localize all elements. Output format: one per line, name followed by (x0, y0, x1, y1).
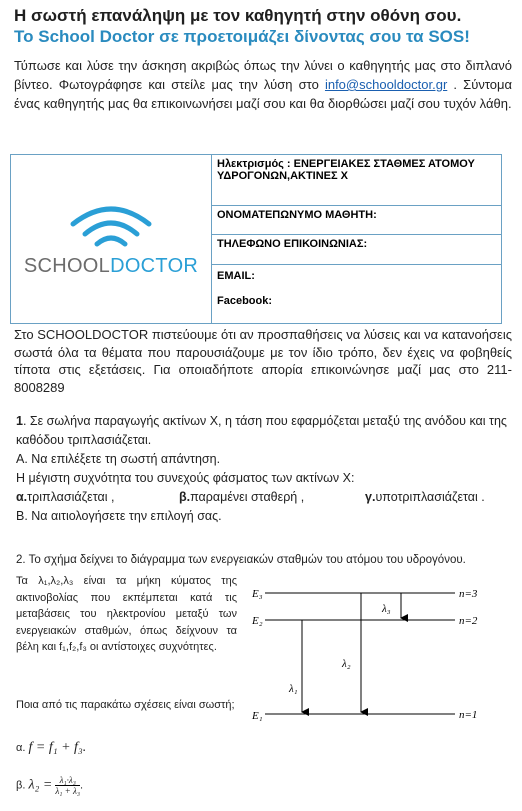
q2-option-b-fraction: $\frac{\text{λ₁·λ₃}}{\text{λ₁ + λ₃}}$ (55, 775, 81, 796)
q2-question: Ποια από τις παρακάτω σχέσεις είναι σωστή; (16, 699, 235, 711)
q1-part-b: Β. Να αιτιολογήσετε την επιλογή σας. (16, 509, 222, 523)
q1-option-b: β.παραμένει σταθερή , (179, 490, 305, 504)
label-n3: n=3 (459, 588, 478, 600)
question-1 (16, 412, 512, 526)
label-e1: E₁ (252, 710, 263, 722)
page-title: Η σωστή επανάληψη με τον καθηγητή στην οθόνη σου. (14, 6, 462, 25)
intro-text-2: . Σύντομα ένας καθηγητής μας θα επικοινωνήσει μαζί σου και θα διορθώσει μαζί σου τυχόν λάθη. (14, 77, 513, 111)
intro-paragraph (14, 56, 512, 113)
q1-option-a: α.τριπλασιάζεται , (16, 490, 115, 504)
page-subtitle: Το School Doctor σε προετοιμάζει δίνοντας σου τα SOS! (14, 27, 470, 46)
logo-wordmark: SCHOOLDOCTOR (23, 255, 199, 277)
intro-text-1: Τύπωσε και λύσε την άσκηση ακριβώς όπως την λύνει ο καθηγητής μας στο διπλανό βίντεο. Φωτογράφησε και στείλε μας την λύση στο (14, 58, 512, 92)
facebook-label: Facebook: (217, 295, 273, 307)
label-e2: E₂ (252, 615, 263, 627)
student-info-table (10, 154, 502, 324)
email-facebook-field[interactable] (212, 265, 502, 324)
q2-heading: 2. Το σχήμα δείχνει το διάγραμμα των ενεργειακών σταθμών του ατόμου του υδρογόνου. (16, 554, 466, 566)
label-lambda1: λ₁ (289, 683, 298, 695)
q1-options (16, 488, 512, 507)
email-link[interactable]: info@schooldoctor.gr (324, 77, 448, 92)
topic-cell: Ηλεκτρισμός : ΕΝΕΡΓΕΙΑΚΕΣ ΣΤΑΘΜΕΣ ΑΤΟΜΟΥ ΥΔΡΟΓΟΝΩΝ,ΑΚΤΙΝΕΣ Χ (212, 155, 502, 206)
energy-level-diagram (245, 578, 515, 728)
q1-question: Η μέγιστη συχνότητα του συνεχούς φάσματος των ακτίνων Χ: (16, 471, 355, 485)
q2-option-a: α. f = f₁ + f₃. (16, 740, 87, 755)
pitch-paragraph: Στο SCHOOLDOCTOR πιστεύουμε ότι αν προσπαθήσεις να λύσεις και να κατανοήσεις σωστά όλα τα θέματα που παρουσιάζουμε με τον ίδιο τρόπο, δεν έχεις να φοβηθείς τίποτα στις εξετάσεις. Για οποιαδήποτε απορία επικοινώνησε μαζί μας στο 211-8008289 (14, 327, 512, 395)
student-name-field[interactable]: ΟΝΟΜΑΤΕΠΩΝΥΜΟ ΜΑΘΗΤΗ: (212, 206, 502, 235)
q2-option-b: β. λ₂ = $\frac{\text{λ₁·λ₃}}{\text{λ₁ + λ₃}}$ . (16, 775, 84, 796)
wifi-logo-icon (61, 200, 161, 256)
label-lambda2: λ₂ (342, 658, 351, 670)
q2-body: Τα λ₁,λ₂,λ₃ είναι τα μήκη κύματος της ακτινοβολίας που εκπέμπεται κατά τις μεταβάσεις του ηλεκτρονίου μεταξύ των ενεργειακών σταθμών, όπως δείχνουν τα βέλη και f₁,f₂,f₃ οι αντίστοιχες συχνότητες. (16, 575, 237, 653)
q1-option-c: γ.υποτριπλασιάζεται . (365, 490, 485, 504)
label-lambda3: λ₃ (382, 603, 391, 615)
q1-stem: 1. Σε σωλήνα παραγωγής ακτίνων Χ, η τάση που εφαρμόζεται μεταξύ της ανόδου και της καθόδου τριπλασιάζεται. (16, 414, 507, 447)
label-n1: n=1 (459, 709, 478, 721)
label-e3: E₃ (252, 588, 263, 600)
logo-cell (11, 155, 212, 324)
label-n2: n=2 (459, 615, 478, 627)
email-label: EMAIL: (217, 270, 255, 282)
phone-field[interactable]: ΤΗΛΕΦΩΝΟ ΕΠΙΚΟΙΝΩΝΙΑΣ: (212, 235, 502, 265)
q1-part-a: Α. Να επιλέξετε τη σωστή απάντηση. (16, 452, 221, 466)
